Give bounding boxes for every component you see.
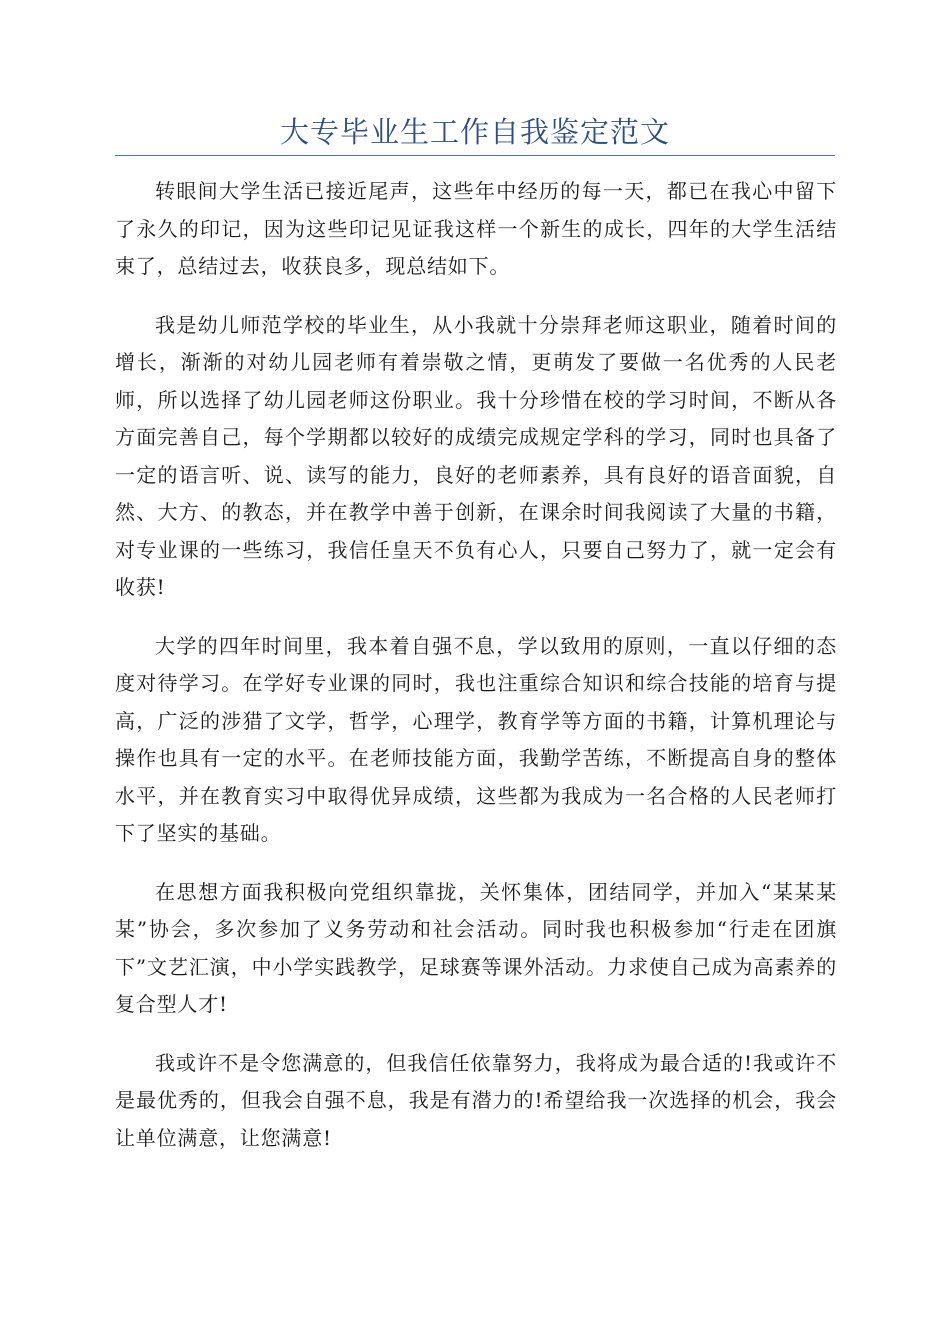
paragraph-3: 大学的四年时间里，我本着自强不息，学以致用的原则，一直以仔细的态度对待学习。在学好专业课的同时，我也注重综合知识和综合技能的培育与提高，广泛的涉猎了文学，哲学，心理学，教育学等方面的书籍，计算机理论与操作也具有一定的水平。在老师技能方面，我勤学苦练，不断提高自身的整体水平，并在教育实习中取得优异成绩，这些都为我成为一名合格的人民老师打下了坚实的基础。 [115,633,837,845]
paragraph-5: 我或许不是令您满意的，但我信任依靠努力，我将成为最合适的!我或许不是最优秀的，但我会自强不息，我是有潜力的!希望给我一次选择的机会，我会让单位满意，让您满意! [115,1050,837,1150]
paragraph-2: 我是幼儿师范学校的毕业生，从小我就十分崇拜老师这职业，随着时间的增长，渐渐的对幼儿园老师有着崇敬之情，更萌发了要做一名优秀的人民老师，所以选择了幼儿园老师这份职业。我十分珍惜在校的学习时间，不断从各方面完善自己，每个学期都以较好的成绩完成规定学科的学习，同时也具备了一定的语言听、说、读写的能力，良好的老师素养，具有良好的语音面貌，自然、大方、的教态，并在教学中善于创新，在课余时间我阅读了大量的书籍，对专业课的一些练习，我信任皇天不负有心人，只要自己努力了，就一定会有收获! [115,312,837,599]
paragraph-4: 在思想方面我积极向党组织靠拢，关怀集体，团结同学，并加入“某某某某”协会，多次参加了义务劳动和社会活动。同时我也积极参加“行走在团旗下”文艺汇演，中小学实践教学，足球赛等课外活动。力求使自己成为高素养的复合型人才! [115,879,837,1016]
paragraph-1: 转眼间大学生活已接近尾声，这些年中经历的每一天，都已在我心中留下了永久的印记，因为这些印记见证我这样一个新生的成长，四年的大学生活结束了，总结过去，收获良多，现总结如下。 [115,179,837,278]
title-underline [115,155,835,156]
document-title: 大专毕业生工作自我鉴定范文 [279,115,670,149]
document-body [115,173,837,1178]
